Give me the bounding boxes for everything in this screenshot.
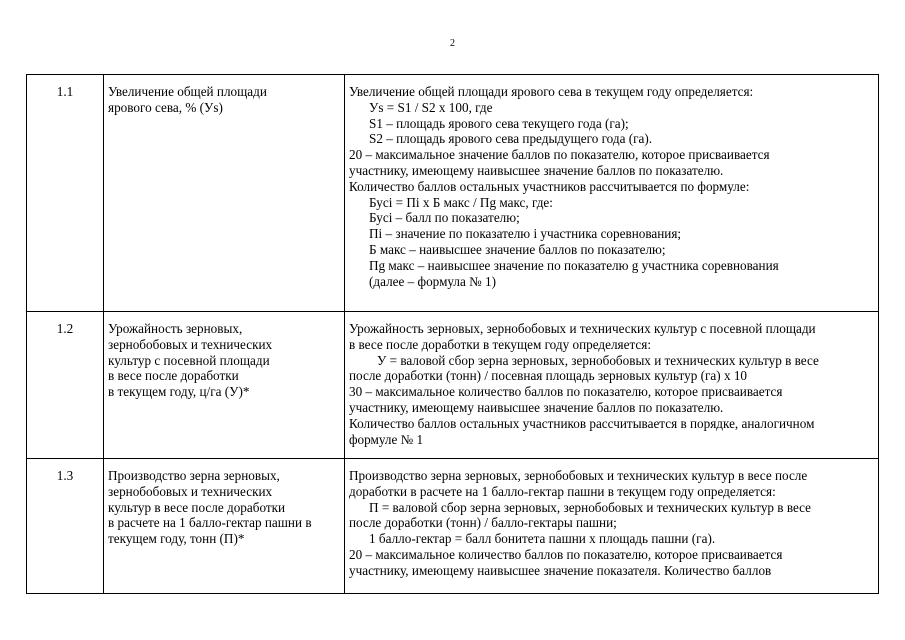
description-cell: [345, 459, 879, 594]
indicator-cell: [104, 459, 345, 594]
indicator-line: в расчете на 1 балло-гектар пашни в: [108, 515, 312, 531]
row-number: 1.3: [56, 468, 74, 483]
row-number-cell: [27, 75, 104, 312]
description-line: участнику, имеющему наивысшее значение показателя. Количество баллов: [349, 562, 772, 578]
indicator-line: Увеличение общей площади: [108, 84, 267, 99]
indicator-cell: [104, 75, 345, 312]
indicator-line: текущем году, тонн (П)*: [108, 531, 245, 547]
description-line: после доработки (тонн) / посевная площадь зерновых культур (га) х 10: [349, 368, 748, 384]
description-line: Урожайность зерновых, зернобобовых и технических культур с посевной площади: [349, 321, 816, 336]
description-cell: [345, 312, 879, 459]
criteria-table-body: [27, 75, 879, 594]
indicator-line: зернобобовых и технических: [108, 336, 273, 352]
description-line: в весе после доработки в текущем году определяется:: [349, 336, 651, 352]
description-line: Пg макс – наивысшее значение по показателю g участника соревнования: [369, 257, 779, 273]
description-line: Б макс – наивысшее значение баллов по показателю;: [369, 241, 666, 257]
description-line: S2 – площадь ярового сева предыдущего года (га).: [369, 131, 653, 147]
description-line: после доработки (тонн) / балло-гектары пашни;: [349, 515, 617, 531]
row-number: 1.1: [56, 84, 74, 99]
row-number: 1.2: [56, 321, 74, 336]
description-cell: [345, 75, 879, 312]
criteria-table: [26, 74, 879, 594]
indicator-line: культур с посевной площади: [108, 352, 270, 368]
description-line: Пi – значение по показателю i участника соревнования;: [369, 226, 682, 242]
indicator-line: в текущем году, ц/га (У)*: [108, 384, 250, 400]
indicator-line: ярового сева, % (Уs): [108, 99, 223, 115]
description-line: 1 балло-гектар = балл бонитета пашни х площадь пашни (га).: [369, 531, 716, 547]
description-line: участнику, имеющему наивысшее значение баллов по показателю.: [349, 162, 724, 178]
description-line: У = валовой сбор зерна зерновых, зернобобовых и технических культур в весе: [377, 352, 819, 368]
description-line: П = валовой сбор зерна зерновых, зернобобовых и технических культур в весе: [369, 499, 812, 515]
description-line: Уs = S1 / S2 х 100, где: [369, 99, 493, 115]
description-line: Бусi = Пi х Б макс / Пg макс, где:: [369, 194, 553, 210]
indicator-line: культур в весе после доработки: [108, 499, 286, 515]
table-row: [27, 312, 879, 459]
indicator-line: зернобобовых и технических: [108, 483, 273, 499]
table-row: [27, 75, 879, 312]
description-line: участнику, имеющему наивысшее значение баллов по показателю.: [349, 399, 724, 415]
description-line: формуле № 1: [349, 431, 424, 447]
description-line: доработки в расчете на 1 балло-гектар пашни в текущем году определяется:: [349, 483, 776, 499]
description-line: Бусi – балл по показателю;: [369, 210, 520, 226]
description-line: Количество баллов остальных участников рассчитывается в порядке, аналогичном: [349, 415, 815, 431]
description-line: Количество баллов остальных участников рассчитывается по формуле:: [349, 178, 750, 194]
table-row: [27, 459, 879, 594]
description-line: 30 – максимальное количество баллов по показателю, которое присваивается: [349, 384, 783, 400]
indicator-line: Производство зерна зерновых,: [108, 468, 280, 483]
page-number: 2: [450, 38, 455, 49]
row-number-cell: [27, 312, 104, 459]
description-line: Производство зерна зерновых, зернобобовых и технических культур в весе после: [349, 468, 808, 483]
indicator-line: Урожайность зерновых,: [108, 321, 243, 336]
description-line: (далее – формула № 1): [369, 273, 497, 289]
description-line: S1 – площадь ярового сева текущего года (га);: [369, 115, 629, 131]
row-number-cell: [27, 459, 104, 594]
description-line: Увеличение общей площади ярового сева в текущем году определяется:: [349, 84, 754, 99]
indicator-cell: [104, 312, 345, 459]
description-line: 20 – максимальное значение баллов по показателю, которое присваивается: [349, 147, 770, 163]
indicator-line: в весе после доработки: [108, 368, 239, 384]
description-line: 20 – максимальное количество баллов по показателю, которое присваивается: [349, 546, 783, 562]
